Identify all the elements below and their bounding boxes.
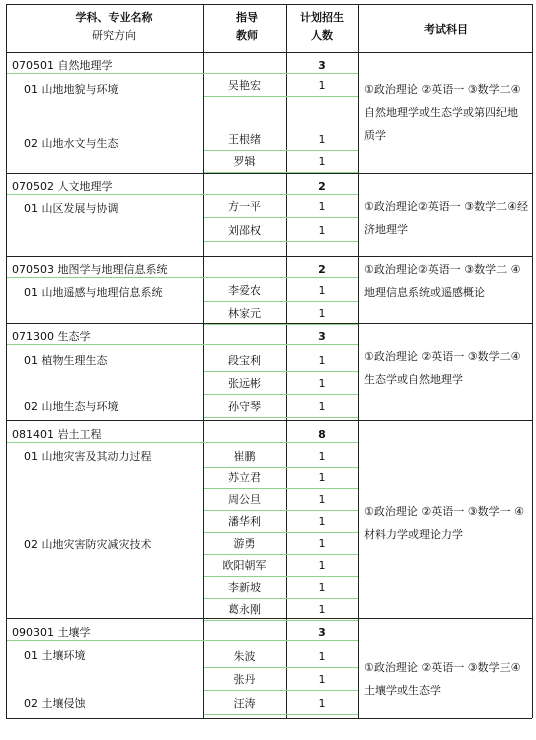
research-direction: 02 土壤侵蚀 [24, 697, 86, 710]
advisor-name: 潘华利 [228, 515, 261, 528]
research-direction: 01 植物生理生态 [24, 354, 108, 367]
advisor-row-underline [204, 394, 358, 395]
advisor-row-underline [204, 417, 358, 418]
research-direction: 02 山地生态与环境 [24, 400, 119, 413]
research-direction: 01 山区发展与协调 [24, 202, 119, 215]
advisor-row-underline [204, 467, 358, 468]
advisor-name: 李爱农 [228, 284, 261, 297]
exam-subjects: ①政治理论 ②英语一 ③数学二④自然地理学或生态学或第四纪地质学 [364, 83, 521, 142]
major-name: 081401 岩土工程 [12, 428, 102, 441]
advisor-row-underline [204, 324, 358, 325]
advisor-count: 1 [318, 515, 326, 528]
advisor-count: 1 [318, 224, 326, 237]
advisor-name: 欧阳朝军 [222, 559, 267, 572]
advisor-name: 段宝利 [228, 354, 261, 367]
section-divider [6, 256, 532, 257]
major-row-underline [7, 194, 358, 195]
major-name: 070501 自然地理学 [12, 59, 113, 72]
advisor-name: 周公旦 [228, 493, 261, 506]
advisor-count: 1 [318, 284, 326, 297]
header-col2-line2: 教师 [236, 29, 258, 42]
advisor-count: 1 [318, 697, 326, 710]
section-divider [6, 420, 532, 421]
exam-subjects: ①政治理论 ②英语一 ③数学三④土壤学或生态学 [364, 661, 521, 697]
advisor-count: 1 [318, 79, 326, 92]
advisor-row-underline [204, 690, 358, 691]
research-direction: 01 土壤环境 [24, 649, 86, 662]
quota-total: 8 [318, 428, 326, 441]
header-col2-line1: 指导 [236, 11, 258, 24]
quota-total: 2 [318, 263, 326, 276]
advisor-row-underline [204, 667, 358, 668]
exam-subjects: ①政治理论②英语一 ③数学二 ④地理信息系统或遥感概论 [364, 263, 521, 299]
advisor-name: 刘邵权 [228, 224, 261, 237]
advisor-count: 1 [318, 377, 326, 390]
quota-total: 2 [318, 180, 326, 193]
major-row-underline [7, 442, 358, 443]
major-name: 090301 土壤学 [12, 626, 91, 639]
advisor-row-underline [204, 488, 358, 489]
advisor-name: 罗辑 [233, 155, 256, 168]
advisor-name: 张丹 [233, 673, 256, 686]
advisor-name: 朱波 [233, 650, 256, 663]
exam-subjects: ①政治理论②英语一 ③数学二④经济地理学 [364, 200, 528, 236]
advisor-name: 孙守琴 [228, 400, 261, 413]
advisor-count: 1 [318, 537, 326, 550]
table-border-bottom [6, 718, 532, 719]
research-direction: 01 山地灾害及其动力过程 [24, 450, 152, 463]
major-row-underline [7, 277, 358, 278]
advisor-count: 1 [318, 200, 326, 213]
advisor-row-underline [204, 620, 358, 621]
advisor-row-underline [204, 241, 358, 242]
header-col4: 考试科目 [424, 23, 468, 36]
exam-subjects: ①政治理论 ②英语一 ③数学二④生态学或自然地理学 [364, 350, 521, 386]
table-border-left [6, 4, 7, 718]
advisor-row-underline [204, 598, 358, 599]
advisor-count: 1 [318, 307, 326, 320]
column-divider [358, 4, 359, 718]
advisor-row-underline [204, 510, 358, 511]
advisor-name: 苏立君 [228, 471, 261, 484]
advisor-row-underline [204, 554, 358, 555]
advisor-name: 方一平 [228, 200, 261, 213]
header-col3-line2: 人数 [311, 29, 333, 42]
advisor-count: 1 [318, 673, 326, 686]
advisor-row-underline [204, 714, 358, 715]
header-divider [6, 52, 532, 53]
advisor-row-underline [204, 150, 358, 151]
major-name: 070503 地图学与地理信息系统 [12, 263, 168, 276]
advisor-name: 崔鹏 [233, 450, 256, 463]
research-direction: 01 山地遥感与地理信息系统 [24, 286, 163, 299]
advisor-row-underline [204, 217, 358, 218]
quota-total: 3 [318, 59, 326, 72]
research-direction: 02 山地水文与生态 [24, 137, 119, 150]
advisor-row-underline [204, 96, 358, 97]
section-divider [6, 618, 532, 619]
major-name: 071300 生态学 [12, 330, 91, 343]
advisor-row-underline [204, 301, 358, 302]
header-col1-line1: 学科、专业名称 [75, 11, 153, 24]
advisor-name: 吴艳宏 [228, 79, 261, 92]
advisor-count: 1 [318, 155, 326, 168]
advisor-count: 1 [318, 559, 326, 572]
advisor-name: 葛永刚 [228, 603, 261, 616]
advisor-count: 1 [318, 493, 326, 506]
advisor-count: 1 [318, 133, 326, 146]
research-direction: 02 山地灾害防灾减灾技术 [24, 538, 152, 551]
table-border-top [6, 4, 532, 5]
advisor-count: 1 [318, 471, 326, 484]
advisor-count: 1 [318, 450, 326, 463]
major-name: 070502 人文地理学 [12, 180, 113, 193]
advisor-count: 1 [318, 650, 326, 663]
research-direction: 01 山地地貌与环境 [24, 83, 119, 96]
header-col1-line2: 研究方向 [92, 29, 136, 42]
advisor-name: 张远彬 [228, 377, 261, 390]
advisor-count: 1 [318, 354, 326, 367]
exam-subjects: ①政治理论 ②英语一 ③数学一 ④材料力学或理论力学 [364, 505, 524, 541]
advisor-count: 1 [318, 400, 326, 413]
section-divider [6, 323, 532, 324]
major-row-underline [7, 640, 358, 641]
advisor-name: 王根绪 [228, 133, 261, 146]
advisor-count: 1 [318, 581, 326, 594]
quota-total: 3 [318, 626, 326, 639]
header-col3-line1: 计划招生 [300, 11, 344, 24]
section-divider [6, 173, 532, 174]
advisor-name: 林家元 [228, 307, 261, 320]
advisor-name: 汪涛 [233, 697, 256, 710]
advisor-name: 李新坡 [228, 581, 261, 594]
quota-total: 3 [318, 330, 326, 343]
major-row-underline [7, 73, 358, 74]
advisor-row-underline [204, 371, 358, 372]
advisor-count: 1 [318, 603, 326, 616]
major-row-underline [7, 344, 358, 345]
table-border-right [532, 4, 533, 718]
advisor-row-underline [204, 532, 358, 533]
advisor-row-underline [204, 576, 358, 577]
advisor-name: 游勇 [233, 537, 256, 550]
